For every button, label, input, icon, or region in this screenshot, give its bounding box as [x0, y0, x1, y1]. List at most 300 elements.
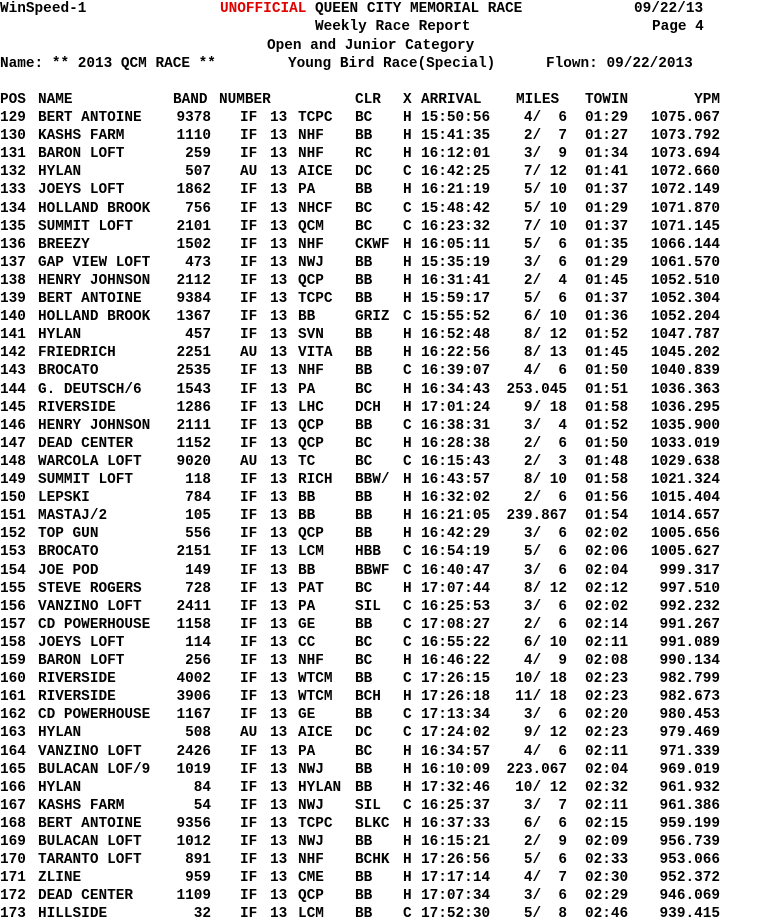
- sex-cell: C: [403, 616, 412, 633]
- band-prefix-cell: IF: [240, 562, 258, 579]
- color-cell: BB: [355, 490, 373, 507]
- arrival-cell: 16:52:48: [421, 327, 491, 344]
- band-prefix-cell: IF: [240, 580, 258, 597]
- band-prefix-cell: IF: [240, 182, 258, 199]
- table-row: [0, 435, 768, 453]
- arrival-cell: 17:26:56: [421, 852, 491, 869]
- band-year-cell: 13: [270, 363, 288, 380]
- name-cell: MASTAJ/2: [38, 508, 108, 525]
- ypm-cell: 1015.404: [650, 490, 720, 507]
- ypm-cell: 1071.145: [650, 218, 720, 235]
- towin-cell: 02:32: [585, 779, 629, 796]
- band-cell: 2112: [176, 272, 211, 289]
- table-row: [0, 851, 768, 869]
- pos-cell: 147: [0, 435, 26, 452]
- towin-cell: 02:02: [585, 598, 629, 615]
- table-row: [0, 290, 768, 308]
- band-prefix-cell: IF: [240, 363, 258, 380]
- color-cell: BB: [355, 671, 373, 688]
- band-cell: 1110: [176, 128, 211, 145]
- pos-cell: 156: [0, 598, 26, 615]
- miles-cell: 223.067: [506, 761, 567, 778]
- arrival-cell: 16:34:43: [421, 381, 491, 398]
- color-cell: DC: [355, 725, 373, 742]
- band-cell: 84: [193, 779, 211, 796]
- table-row: [0, 905, 768, 923]
- col-band: BAND: [173, 92, 208, 108]
- color-cell: BB: [355, 616, 373, 633]
- club-cell: GE: [298, 707, 316, 724]
- band-year-cell: 13: [270, 490, 288, 507]
- band-cell: 54: [193, 797, 211, 814]
- arrival-cell: 15:55:52: [421, 309, 491, 326]
- ypm-cell: 1073.694: [650, 146, 720, 163]
- miles-cell: 5/ 6: [523, 291, 567, 307]
- ypm-cell: 1021.324: [650, 472, 720, 488]
- color-cell: BC: [355, 381, 373, 398]
- ypm-cell: 956.739: [659, 834, 720, 850]
- band-prefix-cell: IF: [240, 797, 258, 814]
- band-cell: 1152: [176, 435, 211, 452]
- table-row: [0, 399, 768, 417]
- miles-cell: 3/ 6: [523, 254, 567, 271]
- pos-cell: 134: [0, 200, 26, 217]
- towin-cell: 01:52: [585, 417, 629, 434]
- band-prefix-cell: IF: [240, 671, 258, 688]
- sex-cell: C: [403, 906, 412, 923]
- club-cell: QCP: [298, 526, 324, 543]
- flown-date: Flown: 09/22/2013: [546, 56, 693, 72]
- sex-cell: H: [403, 128, 412, 145]
- col-clr: CLR: [355, 92, 381, 108]
- arrival-cell: 16:15:21: [421, 834, 491, 850]
- band-prefix-cell: IF: [240, 653, 258, 669]
- name-cell: HILLSIDE: [38, 906, 108, 923]
- arrival-cell: 16:42:25: [421, 164, 491, 181]
- table-row: [0, 200, 768, 218]
- miles-cell: 11/ 18: [515, 689, 567, 706]
- band-year-cell: 13: [270, 761, 288, 778]
- band-year-cell: 13: [270, 345, 288, 362]
- band-year-cell: 13: [270, 435, 288, 452]
- color-cell: BB: [355, 345, 373, 362]
- sex-cell: H: [403, 272, 412, 289]
- band-year-cell: 13: [270, 236, 288, 253]
- name-cell: G. DEUTSCH/6: [38, 381, 142, 398]
- club-cell: BB: [298, 490, 316, 507]
- sex-cell: C: [403, 562, 412, 579]
- band-cell: 2426: [176, 743, 211, 760]
- arrival-cell: 15:50:56: [421, 110, 491, 126]
- sex-cell: C: [403, 544, 412, 561]
- pos-cell: 151: [0, 508, 26, 525]
- table-row: [0, 887, 768, 905]
- pos-cell: 167: [0, 797, 26, 814]
- miles-cell: 10/ 12: [515, 779, 567, 796]
- name-cell: BERT ANTOINE: [38, 815, 142, 832]
- towin-cell: 01:37: [585, 182, 629, 199]
- band-prefix-cell: IF: [240, 598, 258, 615]
- club-cell: NHF: [298, 852, 324, 869]
- col-towin: TOWIN: [585, 92, 629, 108]
- color-cell: DCH: [355, 399, 381, 416]
- name-cell: TARANTO LOFT: [38, 852, 142, 869]
- towin-cell: 02:08: [585, 653, 629, 669]
- color-cell: BB: [355, 508, 373, 525]
- band-year-cell: 13: [270, 888, 288, 905]
- pos-cell: 157: [0, 616, 26, 633]
- color-cell: BC: [355, 634, 373, 651]
- band-prefix-cell: IF: [240, 490, 258, 507]
- color-cell: BBW/: [355, 472, 390, 488]
- band-prefix-cell: IF: [240, 272, 258, 289]
- band-year-cell: 13: [270, 182, 288, 199]
- pos-cell: 132: [0, 164, 26, 181]
- col-arrival: ARRIVAL: [421, 92, 482, 108]
- towin-cell: 01:48: [585, 453, 629, 470]
- band-prefix-cell: IF: [240, 435, 258, 452]
- table-row: [0, 326, 768, 344]
- name-cell: JOEYS LOFT: [38, 182, 125, 199]
- club-cell: TC: [298, 453, 316, 470]
- race-title-line: [220, 0, 522, 18]
- club-cell: NWJ: [298, 254, 324, 271]
- pos-cell: 130: [0, 128, 26, 145]
- club-cell: NHF: [298, 146, 324, 163]
- arrival-cell: 16:21:19: [421, 182, 491, 199]
- arrival-cell: 17:52:30: [421, 906, 491, 923]
- sex-cell: H: [403, 653, 412, 669]
- color-cell: BCH: [355, 689, 381, 706]
- color-cell: BB: [355, 707, 373, 724]
- miles-cell: 9/ 12: [523, 725, 567, 742]
- pos-cell: 173: [0, 906, 26, 923]
- arrival-cell: 16:34:57: [421, 743, 491, 760]
- club-cell: PAT: [298, 580, 324, 597]
- table-row: [0, 543, 768, 561]
- miles-cell: 239.867: [506, 508, 567, 525]
- pos-cell: 129: [0, 110, 26, 126]
- band-cell: 2101: [176, 218, 211, 235]
- name-cell: DEAD CENTER: [38, 435, 133, 452]
- band-year-cell: 13: [270, 200, 288, 217]
- sex-cell: H: [403, 110, 412, 126]
- towin-cell: 02:11: [585, 634, 629, 651]
- band-cell: 473: [185, 254, 211, 271]
- club-cell: CME: [298, 870, 324, 887]
- table-row: [0, 272, 768, 290]
- name-cell: BERT ANTOINE: [38, 110, 142, 126]
- band-prefix-cell: AU: [240, 453, 258, 470]
- arrival-cell: 16:25:53: [421, 598, 491, 615]
- sex-cell: H: [403, 852, 412, 869]
- table-row: [0, 616, 768, 634]
- ypm-cell: 969.019: [659, 761, 720, 778]
- band-year-cell: 13: [270, 472, 288, 488]
- ypm-cell: 980.453: [659, 707, 720, 724]
- miles-cell: 4/ 9: [523, 653, 567, 669]
- name-cell: DEAD CENTER: [38, 888, 133, 905]
- miles-cell: 5/ 10: [523, 182, 567, 199]
- ypm-cell: 1072.149: [650, 182, 720, 199]
- miles-cell: 4/ 6: [523, 363, 567, 380]
- band-prefix-cell: IF: [240, 200, 258, 217]
- towin-cell: 01:29: [585, 200, 629, 217]
- ypm-cell: 1075.067: [650, 110, 720, 126]
- band-cell: 2251: [176, 345, 211, 362]
- sex-cell: H: [403, 381, 412, 398]
- towin-cell: 02:02: [585, 526, 629, 543]
- band-year-cell: 13: [270, 562, 288, 579]
- miles-cell: 3/ 4: [523, 417, 567, 434]
- name-cell: HYLAN: [38, 725, 82, 742]
- sex-cell: C: [403, 218, 412, 235]
- band-cell: 1862: [176, 182, 211, 199]
- color-cell: BB: [355, 363, 373, 380]
- band-cell: 508: [185, 725, 211, 742]
- ypm-cell: 1066.144: [650, 236, 720, 253]
- app-name: WinSpeed-1: [0, 1, 87, 17]
- ypm-cell: 961.932: [659, 779, 720, 796]
- band-prefix-cell: IF: [240, 544, 258, 561]
- club-cell: NHF: [298, 653, 324, 669]
- name-cell: GAP VIEW LOFT: [38, 254, 151, 271]
- band-cell: 1158: [176, 616, 211, 633]
- ypm-cell: 971.339: [659, 743, 720, 760]
- arrival-cell: 17:07:44: [421, 580, 491, 597]
- sex-cell: H: [403, 327, 412, 344]
- table-row: [0, 362, 768, 380]
- towin-cell: 01:45: [585, 272, 629, 289]
- band-prefix-cell: IF: [240, 254, 258, 271]
- towin-cell: 02:11: [585, 743, 629, 760]
- club-cell: NHCF: [298, 200, 333, 217]
- ypm-cell: 1005.627: [650, 544, 720, 561]
- band-cell: 1286: [176, 399, 211, 416]
- name-cell: SUMMIT LOFT: [38, 218, 133, 235]
- miles-cell: 4/ 7: [523, 870, 567, 887]
- table-row: [0, 236, 768, 254]
- table-row: [0, 634, 768, 652]
- arrival-cell: 17:07:34: [421, 888, 491, 905]
- color-cell: BC: [355, 200, 373, 217]
- towin-cell: 01:29: [585, 110, 629, 126]
- miles-cell: 2/ 6: [523, 435, 567, 452]
- band-prefix-cell: IF: [240, 689, 258, 706]
- towin-cell: 01:37: [585, 218, 629, 235]
- band-year-cell: 13: [270, 309, 288, 326]
- pos-cell: 145: [0, 399, 26, 416]
- band-prefix-cell: IF: [240, 707, 258, 724]
- club-cell: AICE: [298, 725, 333, 742]
- arrival-cell: 16:23:32: [421, 218, 491, 235]
- miles-cell: 7/ 12: [523, 164, 567, 181]
- band-year-cell: 13: [270, 707, 288, 724]
- band-year-cell: 13: [270, 544, 288, 561]
- band-year-cell: 13: [270, 453, 288, 470]
- band-cell: 1367: [176, 309, 211, 326]
- table-row: [0, 489, 768, 507]
- name-cell: FRIEDRICH: [38, 345, 116, 362]
- color-cell: BBWF: [355, 562, 390, 579]
- band-prefix-cell: IF: [240, 852, 258, 869]
- club-cell: QCP: [298, 888, 324, 905]
- report-name: Weekly Race Report: [315, 19, 471, 35]
- arrival-cell: 16:25:37: [421, 797, 491, 814]
- band-year-cell: 13: [270, 689, 288, 706]
- miles-cell: 2/ 4: [523, 272, 567, 289]
- band-cell: 32: [193, 906, 211, 923]
- club-cell: BB: [298, 508, 316, 525]
- ypm-cell: 1035.900: [650, 417, 720, 434]
- ypm-cell: 997.510: [659, 580, 720, 597]
- band-year-cell: 13: [270, 218, 288, 235]
- miles-cell: 8/ 12: [523, 580, 567, 597]
- name-cell: CD POWERHOUSE: [38, 616, 151, 633]
- table-row: [0, 706, 768, 724]
- club-cell: PA: [298, 598, 316, 615]
- club-cell: BB: [298, 309, 316, 326]
- arrival-cell: 17:24:02: [421, 725, 491, 742]
- towin-cell: 01:52: [585, 327, 629, 344]
- ypm-cell: 1033.019: [650, 435, 720, 452]
- table-row: [0, 127, 768, 145]
- band-year-cell: 13: [270, 616, 288, 633]
- arrival-cell: 17:13:34: [421, 707, 491, 724]
- name-cell: HENRY JOHNSON: [38, 417, 151, 434]
- miles-cell: 3/ 9: [523, 146, 567, 163]
- club-cell: TCPC: [298, 815, 333, 832]
- towin-cell: 01:54: [585, 508, 629, 525]
- miles-cell: 6/ 6: [523, 815, 567, 832]
- towin-cell: 02:09: [585, 834, 629, 850]
- miles-cell: 2/ 3: [523, 453, 567, 470]
- arrival-cell: 16:43:57: [421, 472, 491, 488]
- band-year-cell: 13: [270, 381, 288, 398]
- arrival-cell: 16:38:31: [421, 417, 491, 434]
- band-year-cell: 13: [270, 291, 288, 307]
- name-cell: JOEYS LOFT: [38, 634, 125, 651]
- color-cell: BB: [355, 834, 373, 850]
- table-row: [0, 145, 768, 163]
- pos-cell: 153: [0, 544, 26, 561]
- table-row: [0, 109, 768, 127]
- band-cell: 728: [185, 580, 211, 597]
- miles-cell: 2/ 9: [523, 834, 567, 850]
- arrival-cell: 16:22:56: [421, 345, 491, 362]
- pos-cell: 131: [0, 146, 26, 163]
- arrival-cell: 17:26:18: [421, 689, 491, 706]
- pos-cell: 143: [0, 363, 26, 380]
- name-cell: WARCOLA LOFT: [38, 453, 142, 470]
- pos-cell: 142: [0, 345, 26, 362]
- sex-cell: C: [403, 634, 412, 651]
- arrival-cell: 16:15:43: [421, 453, 491, 470]
- sex-cell: C: [403, 363, 412, 380]
- color-cell: BB: [355, 182, 373, 199]
- color-cell: DC: [355, 164, 373, 181]
- band-cell: 507: [185, 164, 211, 181]
- sex-cell: H: [403, 689, 412, 706]
- sex-cell: H: [403, 291, 412, 307]
- name-cell: HOLLAND BROOK: [38, 200, 151, 217]
- ypm-cell: 1036.295: [650, 399, 720, 416]
- towin-cell: 01:34: [585, 146, 629, 163]
- ypm-cell: 1029.638: [650, 453, 720, 470]
- name-cell: HENRY JOHNSON: [38, 272, 151, 289]
- table-row: [0, 670, 768, 688]
- ypm-cell: 982.673: [659, 689, 720, 706]
- band-cell: 9378: [176, 110, 211, 126]
- arrival-cell: 16:46:22: [421, 653, 491, 669]
- pos-cell: 141: [0, 327, 26, 344]
- miles-cell: 2/ 6: [523, 490, 567, 507]
- name-cell: JOE POD: [38, 562, 99, 579]
- ypm-cell: 1047.787: [650, 327, 720, 344]
- band-prefix-cell: IF: [240, 870, 258, 887]
- towin-cell: 01:58: [585, 399, 629, 416]
- ypm-cell: 1073.792: [650, 128, 720, 145]
- sex-cell: H: [403, 870, 412, 887]
- sex-cell: C: [403, 309, 412, 326]
- color-cell: BB: [355, 291, 373, 307]
- club-cell: PA: [298, 743, 316, 760]
- sex-cell: H: [403, 779, 412, 796]
- sex-cell: H: [403, 815, 412, 832]
- pos-cell: 170: [0, 852, 26, 869]
- club-cell: NHF: [298, 236, 324, 253]
- name-cell: BULACAN LOF/9: [38, 761, 151, 778]
- band-year-cell: 13: [270, 852, 288, 869]
- club-cell: TCPC: [298, 110, 333, 126]
- report-date: 09/22/13: [634, 1, 704, 17]
- table-row: [0, 652, 768, 670]
- unofficial-label: UNOFFICIAL: [220, 1, 307, 17]
- band-prefix-cell: IF: [240, 888, 258, 905]
- miles-cell: 5/ 8: [523, 906, 567, 923]
- pos-cell: 137: [0, 254, 26, 271]
- band-year-cell: 13: [270, 779, 288, 796]
- name-cell: RIVERSIDE: [38, 671, 116, 688]
- table-row: [0, 743, 768, 761]
- band-year-cell: 13: [270, 834, 288, 850]
- band-cell: 4002: [176, 671, 211, 688]
- sex-cell: H: [403, 435, 412, 452]
- pos-cell: 149: [0, 472, 26, 488]
- table-row: [0, 580, 768, 598]
- towin-cell: 01:50: [585, 435, 629, 452]
- band-year-cell: 13: [270, 870, 288, 887]
- band-year-cell: 13: [270, 634, 288, 651]
- col-number: NUMBER: [219, 92, 271, 108]
- miles-cell: 8/ 13: [523, 345, 567, 362]
- ypm-cell: 1036.363: [650, 381, 720, 398]
- band-year-cell: 13: [270, 526, 288, 543]
- color-cell: BLKC: [355, 815, 390, 832]
- towin-cell: 01:27: [585, 128, 629, 145]
- club-cell: BB: [298, 562, 316, 579]
- pos-cell: 172: [0, 888, 26, 905]
- band-year-cell: 13: [270, 399, 288, 416]
- ypm-cell: 1040.839: [650, 363, 720, 380]
- club-cell: HYLAN: [298, 779, 342, 796]
- table-row: [0, 163, 768, 181]
- towin-cell: 01:58: [585, 472, 629, 488]
- band-cell: 9356: [176, 815, 211, 832]
- pos-cell: 163: [0, 725, 26, 742]
- band-year-cell: 13: [270, 743, 288, 760]
- pos-cell: 154: [0, 562, 26, 579]
